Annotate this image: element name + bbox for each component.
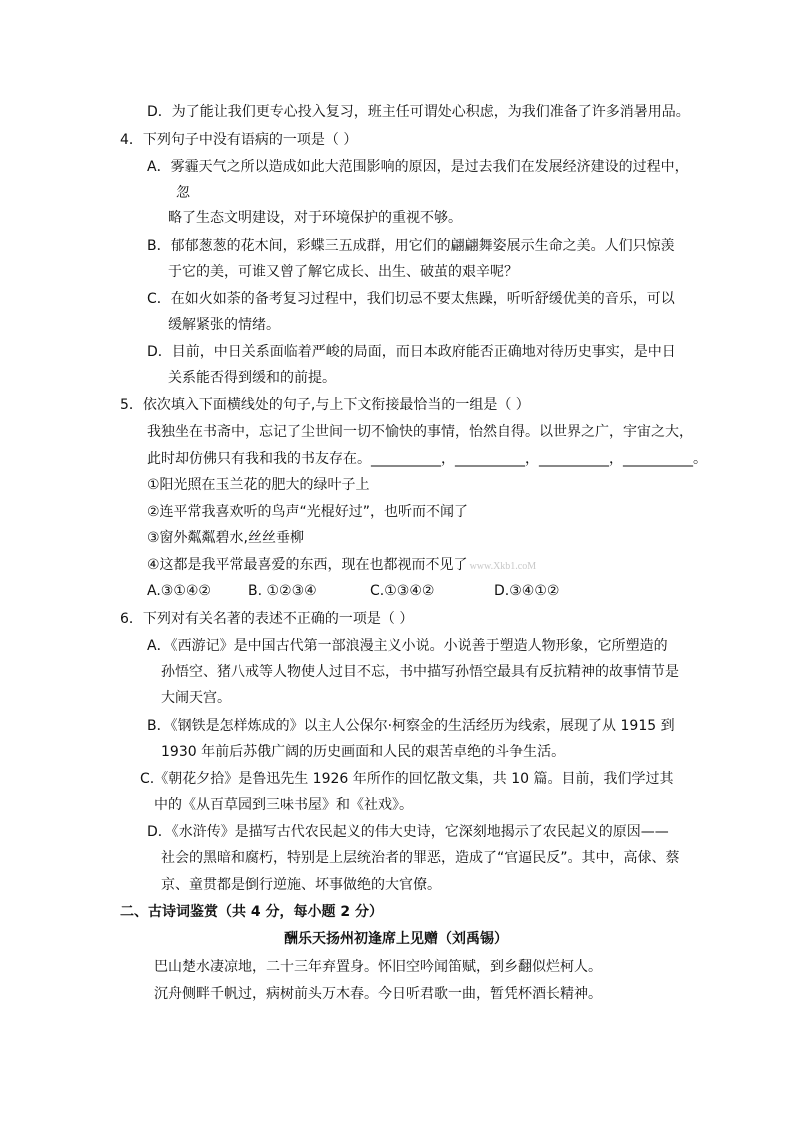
watermark: www.Xkb1.coM [469, 561, 537, 572]
q5-sentence-4-row [147, 555, 536, 577]
q5-passage-line1: 我独坐在书斋中，忘记了尘世间一切不愉快的事情，怡然自得。以世界之广，宇宙之大， [147, 424, 693, 440]
q6-option-b-line2: 1930 年前后苏俄广阔的历史画面和人民的艰苦卓绝的斗争生活。 [161, 744, 566, 760]
q4-stem: 4．下列句子中没有语病的一项是（ ） [120, 132, 358, 148]
q5-sentence-4: ④这都是我平常最喜爱的东西，现在也都视而不见了 [147, 557, 468, 573]
q5-passage-line2: 此时却仿佛只有我和我的书友存在。__________，__________，__________，__________。 [147, 451, 707, 467]
q6-option-a-line1: A．《西游记》是中国古代第一部浪漫主义小说。小说善于塑造人物形象，它所塑造的 [147, 638, 668, 654]
q5-sentence-2: ②连平常我喜欢听的鸟声“光棍好过”，也听而不闻了 [147, 504, 469, 520]
q4-option-d-line1: D．目前，中日关系面临着严峻的局面，而日本政府能否正确地对待历史事实，是中日 [147, 344, 676, 360]
section-2-heading: 二、古诗词鉴赏（共 4 分，每小题 2 分） [120, 904, 383, 920]
q4-option-c-line1: C．在如火如荼的备考复习过程中，我们切忌不要太焦躁，听听舒缓优美的音乐，可以 [147, 291, 675, 307]
q6-option-b-line1: B．《钢铁是怎样炼成的》以主人公保尔·柯察金的生活经历为线索，展现了从 1915 到 [147, 718, 675, 734]
q4-option-b-line2: 于它的美，可谁又曾了解它成长、出生、破茧的艰辛呢？ [168, 264, 518, 280]
q3-option-d: D．为了能让我们更专心投入复习，班主任可谓处心积虑，为我们准备了许多消暑用品。 [147, 104, 690, 120]
poem-line-2: 沉舟侧畔千帆过，病树前头万木春。今日听君歌一曲，暂凭杯酒长精神。 [154, 986, 602, 1002]
q6-option-c-line2: 中的《从百草园到三味书屋》和《社戏》。 [154, 797, 413, 813]
q6-option-a-line3: 大闹天宫。 [161, 690, 231, 706]
q6-option-d-line2: 社会的黑暗和腐朽，特别是上层统治者的罪恶，造成了“官逼民反”。其中，高俅、蔡 [161, 850, 680, 866]
poem-line-1: 巴山楚水凄凉地，二十三年弃置身。怀旧空吟闻笛赋，到乡翻似烂柯人。 [154, 959, 602, 975]
q6-stem: 6．下列对有关名著的表述不正确的一项是（ ） [120, 611, 414, 627]
q6-option-d-line1: D．《水浒传》是描写古代农民起义的伟大史诗，它深刻地揭示了农民起义的原因—— [147, 824, 669, 840]
q6-option-d-line3: 京、童贯都是倒行逆施、坏事做绝的大官僚。 [161, 877, 441, 893]
q5-choice-d: D.③④①② [494, 583, 560, 599]
q5-stem: 5．依次填入下面横线处的句子,与上下文衔接最恰当的一组是（ ） [120, 397, 530, 413]
q4-option-a-line1: A．雾霾天气之所以造成如此大范围影响的原因，是过去我们在发展经济建设的过程中， [147, 159, 689, 175]
q5-sentence-3: ③窗外粼粼碧水,丝丝垂柳 [147, 530, 305, 546]
q5-choice-a: A.③①④② [147, 583, 211, 599]
q5-sentence-1: ①阳光照在玉兰花的肥大的绿叶子上 [147, 477, 370, 493]
q5-choice-c: C.①③④② [370, 583, 435, 599]
q6-option-a-line2: 孙悟空、猪八戒等人物使人过目不忘，书中描写孙悟空最具有反抗精神的故事情节是 [161, 664, 679, 680]
q4-option-a-line2: 忽 [176, 185, 190, 201]
q4-option-c-line2: 缓解紧张的情绪。 [168, 317, 280, 333]
poem-title: 酬乐天扬州初逢席上见赠（刘禹锡） [284, 931, 508, 947]
q4-option-a-line3: 略了生态文明建设，对于环境保护的重视不够。 [168, 210, 462, 226]
q4-option-b-line1: B．郁郁葱葱的花木间，彩蝶三五成群，用它们的翩翩舞姿展示生命之美。人们只惊羡 [147, 238, 675, 254]
q4-option-d-line2: 关系能否得到缓和的前提。 [168, 370, 336, 386]
q5-choice-b: B. ①②③④ [248, 583, 317, 599]
q6-option-c-line1: C.《朝花夕拾》是鲁迅先生 1926 年所作的回忆散文集，共 10 篇。目前，我们学过其 [140, 771, 674, 787]
